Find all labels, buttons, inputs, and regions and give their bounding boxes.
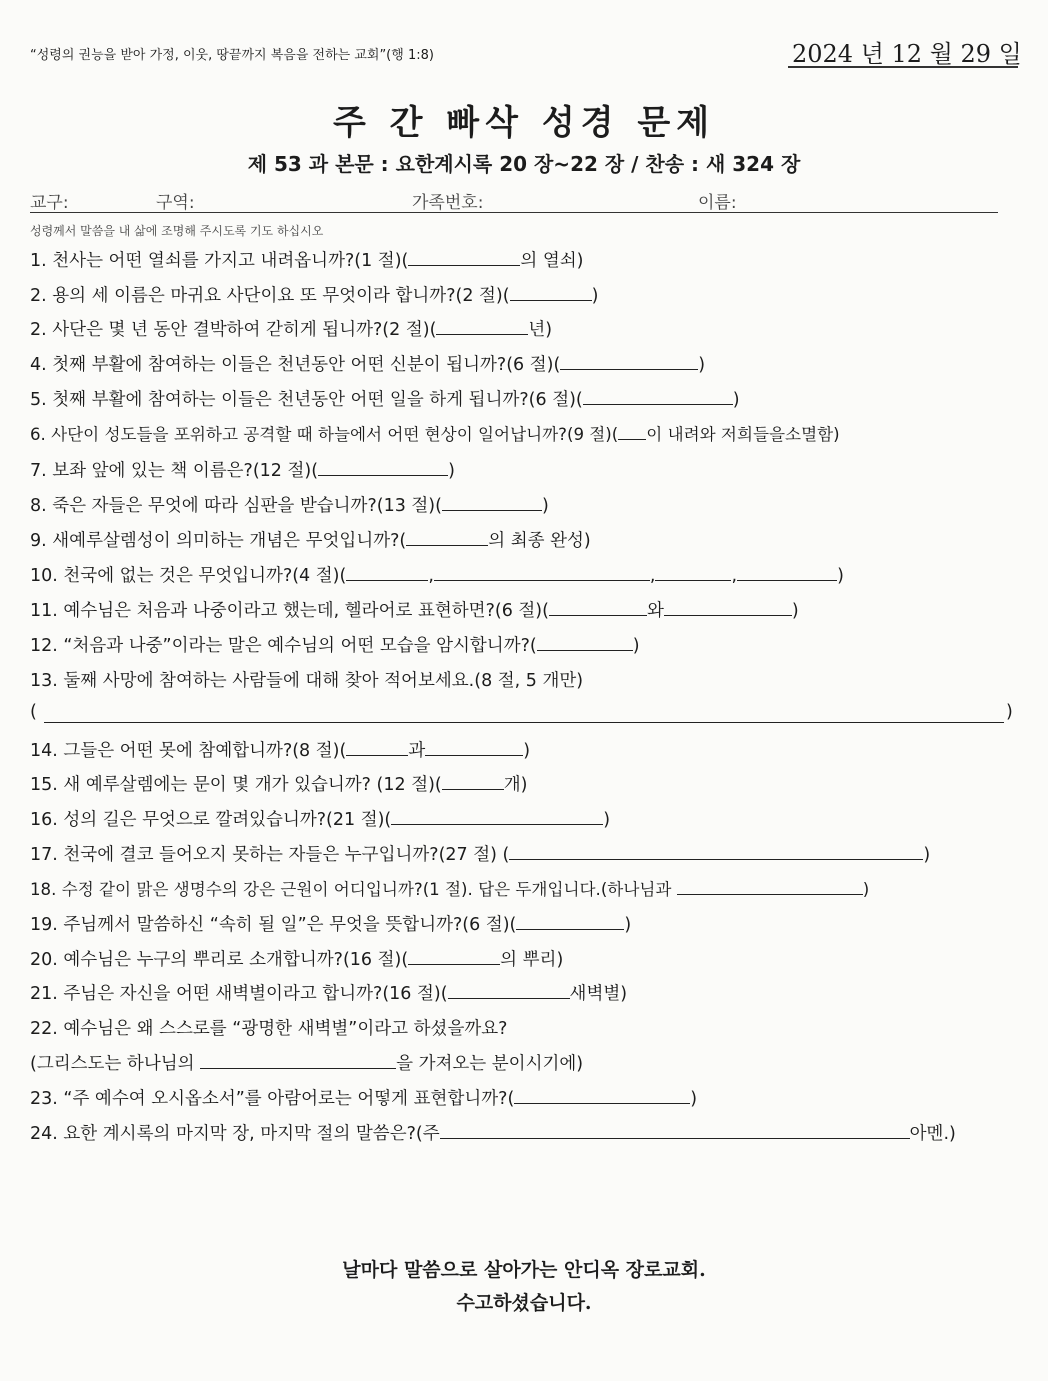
page-title: 주 간 빠삭 성경 문제 (332, 103, 716, 143)
answer-blank[interactable] (406, 527, 488, 546)
question-text: 8. 죽은 자들은 무엇에 따라 심판을 받습니까?(13 절)( (30, 496, 442, 516)
question-tail: ) (632, 636, 640, 656)
answer-blank[interactable] (737, 562, 837, 581)
question-tail: 의 뿌리) (500, 950, 564, 970)
question-text: 17. 천국에 결코 들어오지 못하는 자들은 누구입니까?(27 절) ( (30, 845, 510, 865)
prayer-instruction: 성령께서 말씀을 내 삶에 조명해 주시도록 기도 하십시오 (30, 224, 324, 238)
question-1 (30, 247, 583, 272)
church-closing-line: 날마다 말씀으로 살아가는 안디옥 장로교회. (342, 1259, 706, 1281)
answer-blank[interactable] (549, 597, 647, 616)
question-tail: ) (591, 286, 599, 306)
question-text: 7. 보좌 앞에 있는 책 이름은?(12 절)( (30, 461, 319, 481)
question-tail: ) (791, 601, 799, 621)
question-tail: ) (732, 390, 740, 410)
question-22 (30, 1015, 507, 1040)
question-13-answer-close: ) (1006, 702, 1013, 722)
question-tail: ) (837, 566, 844, 586)
name-label: 이름: (698, 193, 737, 213)
question-text: 13. 둘째 사망에 참여하는 사람들에 대해 찾아 적어보세요.(8 절, 5 개만) (30, 671, 584, 691)
question-tail: 이 내려와 저희들을소멸함) (646, 425, 840, 444)
question-13-answer-open: ( (30, 702, 37, 722)
question-text: 9. 새예루살렘성이 의미하는 개념은 무엇입니까?( (30, 531, 407, 551)
answer-blank[interactable] (200, 1050, 396, 1069)
answer-blank[interactable] (442, 492, 542, 511)
answer-blank[interactable] (677, 876, 863, 895)
district-label: 구역: (156, 193, 195, 213)
question-14 (30, 737, 530, 762)
question-19 (30, 911, 631, 936)
question-text: 16. 성의 길은 무엇으로 깔려있습니까?(21 절)( (30, 810, 392, 830)
question-text: 21. 주님은 자신을 어떤 새벽별이라고 합니까?(16 절)( (30, 984, 448, 1004)
question-tail: 개) (503, 775, 528, 795)
question-9 (30, 527, 591, 552)
answer-blank[interactable] (434, 562, 650, 581)
answer-blank[interactable] (318, 457, 448, 476)
question-text: 6. 사단이 성도들을 포위하고 공격할 때 하늘에서 어떤 현상이 일어납니까?(9 절)( (30, 425, 619, 444)
parish-label: 교구: (30, 193, 69, 213)
answer-blank[interactable] (664, 597, 792, 616)
answer-blank[interactable] (655, 562, 731, 581)
question-22-answer (30, 1050, 583, 1075)
answer-blank[interactable] (583, 386, 733, 405)
question-tail: ) (523, 741, 531, 761)
question-text: 2. 용의 세 이름은 마귀요 사단이요 또 무엇이라 합니까?(2 절)( (30, 286, 510, 306)
question-text: 5. 첫째 부활에 참여하는 이들은 천년동안 어떤 일을 하게 됩니까?(6 절)( (30, 390, 583, 410)
answer-blank[interactable] (448, 980, 570, 999)
answer-blank[interactable] (436, 316, 528, 335)
question-text: 18. 수정 같이 맑은 생명수의 강은 근원이 어디입니까?(1 절). 답은 두개입니다.(하나님과 (30, 880, 677, 899)
question-13 (30, 667, 583, 692)
conjunction: 와 (646, 601, 664, 621)
lesson-subtitle: 제 53 과 본문 : 요한계시록 20 장~22 장 / 찬송 : 새 324 장 (247, 152, 801, 176)
question-13-answer-line[interactable] (44, 722, 1004, 723)
question-text: 11. 예수님은 처음과 나중이라고 했는데, 헬라어로 표현하면?(6 절)( (30, 601, 549, 621)
conjunction: 과 (408, 741, 426, 761)
answer-blank[interactable] (537, 632, 633, 651)
question-10 (30, 562, 844, 587)
answer-blank[interactable] (514, 1085, 690, 1104)
question-20 (30, 946, 563, 971)
question-24 (30, 1120, 956, 1145)
question-text: 10. 천국에 없는 것은 무엇입니까?(4 절)( (30, 566, 347, 586)
answer-blank[interactable] (442, 771, 504, 790)
question-text: 22. 예수님은 왜 스스로를 “광명한 새벽별”이라고 하셨을까요? (30, 1019, 508, 1039)
family-number-label: 가족번호: (412, 193, 484, 213)
question-16 (30, 806, 610, 831)
comma: , (731, 566, 738, 586)
question-tail: 을 가져오는 분이시기에) (396, 1054, 584, 1074)
answer-blank[interactable] (391, 806, 603, 825)
question-tail: ) (923, 845, 931, 865)
thanks-line: 수고하셨습니다. (456, 1292, 592, 1314)
question-7 (30, 457, 455, 482)
question-text: 19. 주님께서 말씀하신 “속히 될 일”은 무엇을 뜻합니까?(6 절)( (30, 915, 517, 935)
question-tail: ) (541, 496, 549, 516)
question-text: (그리스도는 하나님의 (30, 1054, 201, 1074)
answer-blank[interactable] (440, 1120, 910, 1139)
question-18 (30, 876, 869, 900)
student-info-row (30, 188, 998, 213)
question-tail: 아멘.) (909, 1124, 956, 1144)
answer-blank[interactable] (408, 247, 520, 266)
question-4 (30, 351, 705, 376)
church-motto: “성령의 권능을 받아 가정, 이웃, 땅끝까지 복음을 전하는 교회”(행 1:8) (30, 48, 434, 63)
question-tail: ) (690, 1089, 698, 1109)
question-tail: ) (603, 810, 611, 830)
answer-blank[interactable] (425, 737, 523, 756)
answer-blank[interactable] (509, 841, 923, 860)
question-tail: ) (624, 915, 632, 935)
question-tail: ) (448, 461, 455, 481)
question-21 (30, 980, 627, 1005)
answer-blank[interactable] (346, 562, 428, 581)
question-text: 4. 첫째 부활에 참여하는 이들은 천년동안 어떤 신분이 됩니까?(6 절)( (30, 355, 561, 375)
comma: , (428, 566, 434, 586)
comma: , (649, 566, 656, 586)
question-3 (30, 316, 552, 341)
answer-blank[interactable] (346, 737, 408, 756)
question-8 (30, 492, 549, 517)
question-text: 2. 사단은 몇 년 동안 결박하여 갇히게 됩니까?(2 절)( (30, 320, 437, 340)
question-5 (30, 386, 740, 411)
worksheet-date: 2024 년 12 월 29 일 (792, 40, 1022, 68)
question-tail: 의 최종 완성) (488, 531, 591, 551)
question-2 (30, 282, 598, 307)
question-tail: ) (698, 355, 706, 375)
question-tail: 의 열쇠) (520, 251, 584, 271)
question-tail: ) (862, 880, 870, 899)
answer-blank[interactable] (408, 946, 500, 965)
question-12 (30, 632, 640, 657)
question-tail: 년) (528, 320, 553, 340)
question-17 (30, 841, 930, 866)
question-text: 14. 그들은 어떤 못에 참예합니까?(8 절)( (30, 741, 347, 761)
date-underline (788, 66, 1018, 68)
question-23 (30, 1085, 697, 1110)
question-6 (30, 421, 840, 445)
question-text: 12. “처음과 나중”이라는 말은 예수님의 어떤 모습을 암시합니까?( (30, 636, 537, 656)
question-11 (30, 597, 799, 622)
question-text: 15. 새 예루살렘에는 문이 몇 개가 있습니까? (12 절)( (30, 775, 442, 795)
question-text: 1. 천사는 어떤 열쇠를 가지고 내려옵니까?(1 절)( (30, 251, 409, 271)
question-text: 20. 예수님은 누구의 뿌리로 소개합니까?(16 절)( (30, 950, 409, 970)
answer-blank[interactable] (510, 282, 592, 301)
answer-blank[interactable] (560, 351, 698, 370)
question-text: 24. 요한 계시록의 마지막 장, 마지막 절의 말씀은?(주 (30, 1124, 440, 1144)
answer-blank[interactable] (516, 911, 624, 930)
question-text: 23. “주 예수여 오시옵소서”를 아람어로는 어떻게 표현합니까?( (30, 1089, 515, 1109)
question-15 (30, 771, 528, 796)
question-tail: 새벽별) (569, 984, 628, 1004)
answer-blank[interactable] (618, 421, 646, 440)
